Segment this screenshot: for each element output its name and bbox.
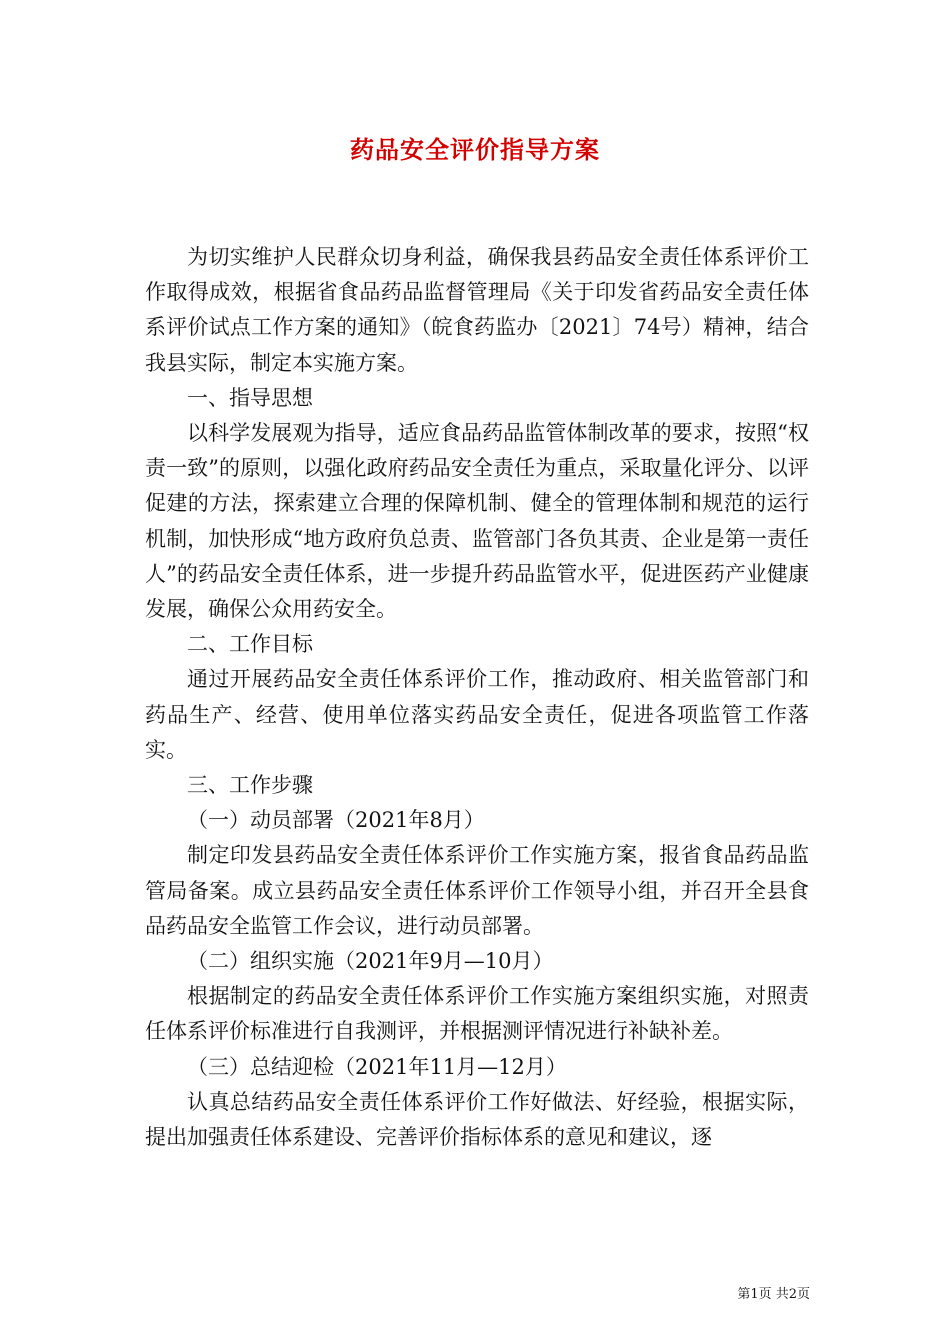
- section-heading-work-goals: 二、工作目标: [187, 632, 313, 657]
- section-heading-guiding-ideology: 一、指导思想: [187, 385, 313, 410]
- subheading-implementation: （二）组织实施（2021年9月—10月）: [187, 949, 554, 974]
- page-number: 第1页 共2页: [737, 1287, 810, 1302]
- subheading-summary-inspection: （三）总结迎检（2021年11月—12月）: [187, 1054, 567, 1079]
- document-body: [145, 240, 809, 1155]
- paragraph-summary-inspection: 认真总结药品安全责任体系评价工作好做法、好经验，根据实际，提出加强责任体系建设、完善评价指标体系的意见和建议，逐: [145, 1089, 809, 1150]
- paragraph-intro: 为切实维护人民群众切身利益，确保我县药品安全责任体系评价工作取得成效，根据省食品药品监督管理局《关于印发省药品安全责任体系评价试点工作方案的通知》（皖食药监办〔2021〕74号）精神，结合我县实际，制定本实施方案。: [145, 245, 809, 375]
- subheading-mobilization: （一）动员部署（2021年8月）: [187, 808, 485, 833]
- paragraph-mobilization: 制定印发县药品安全责任体系评价工作实施方案，报省食品药品监管局备案。成立县药品安全责任体系评价工作领导小组，并召开全县食品药品安全监管工作会议，进行动员部署。: [145, 843, 809, 938]
- document-title: 药品安全评价指导方案: [350, 135, 600, 164]
- section-heading-work-steps: 三、工作步骤: [187, 773, 313, 798]
- paragraph-implementation: 根据制定的药品安全责任体系评价工作实施方案组织实施，对照责任体系评价标准进行自我测评，并根据测评情况进行补缺补差。: [145, 984, 809, 1044]
- paragraph-work-goals: 通过开展药品安全责任体系评价工作，推动政府、相关监管部门和药品生产、经营、使用单位落实药品安全责任，促进各项监管工作落实。: [145, 667, 809, 762]
- paragraph-guiding-ideology: 以科学发展观为指导，适应食品药品监管体制改革的要求，按照“权责一致”的原则，以强化政府药品安全责任为重点，采取量化评分、以评促建的方法，探索建立合理的保障机制、健全的管理体制和规范的运行机制，加快形成“地方政府负总责、监管部门各负其责、企业是第一责任人”的药品安全责任体系，进一步提升药品监管水平，促进医药产业健康发展，确保公众用药安全。: [145, 421, 809, 622]
